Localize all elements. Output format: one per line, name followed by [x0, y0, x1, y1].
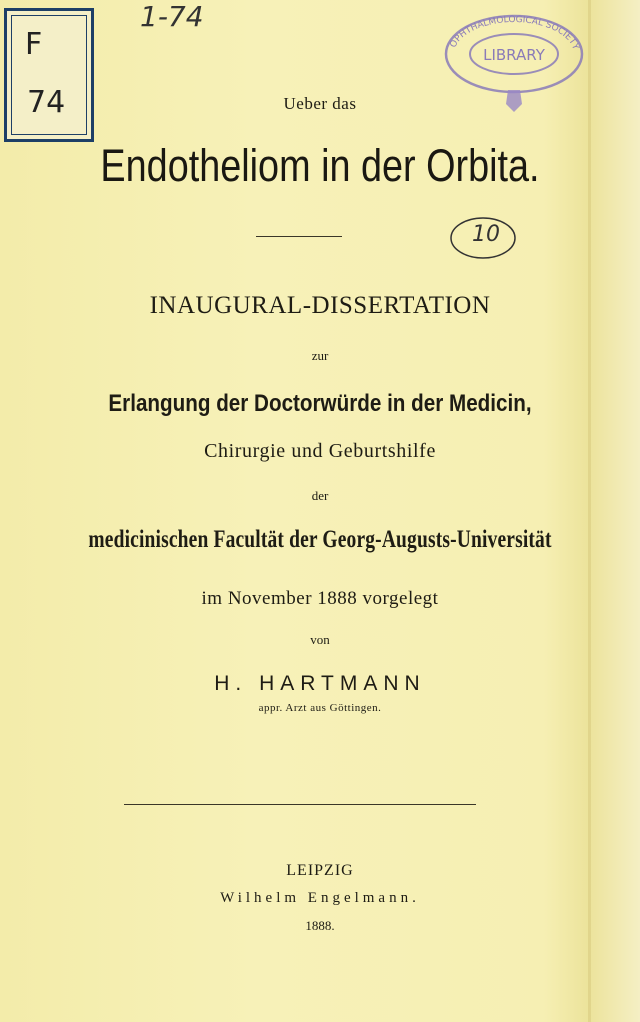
author-title: appr. Arzt aus Göttingen. — [258, 702, 382, 714]
submission-date: im November 1888 vorgelegt — [201, 588, 439, 609]
publication-year: 1888. — [305, 918, 335, 933]
degree-purpose: Erlangung der Doctorwürde in der Medicin, — [108, 390, 532, 417]
publisher-name: Wilhelm Engelmann. — [220, 890, 420, 906]
title-rule — [256, 236, 342, 237]
stamp-arc-path-text: OPHTHALMOLOGICAL SOCIETY — [448, 14, 581, 52]
author-name: H. HARTMANN — [214, 672, 426, 695]
handwritten-catalog-number: 1-74 — [140, 0, 204, 33]
publication-city: LEIPZIG — [286, 862, 354, 879]
faculty-name: medicinischen Facultät der Georg-Augusts-Universität — [88, 526, 552, 553]
shelf-mark-label — [4, 8, 94, 142]
stamp-label: LIBRARY — [483, 46, 545, 64]
shelf-mark-number: 74 — [27, 85, 66, 120]
word-von: von — [310, 632, 330, 647]
circled-number-text: 10 — [472, 222, 500, 247]
shelf-mark-letter: F — [25, 27, 43, 62]
circled-number — [448, 212, 518, 264]
word-zur: zur — [311, 348, 329, 363]
dissertation-heading: INAUGURAL-DISSERTATION — [149, 292, 491, 319]
title-preface: Ueber das — [283, 94, 357, 113]
main-title: Endotheliom in der Orbita. — [100, 140, 540, 191]
fields-of-study: Chirurgie und Geburtshilfe — [204, 440, 436, 462]
bottom-rule — [124, 804, 476, 805]
word-der: der — [311, 488, 329, 503]
